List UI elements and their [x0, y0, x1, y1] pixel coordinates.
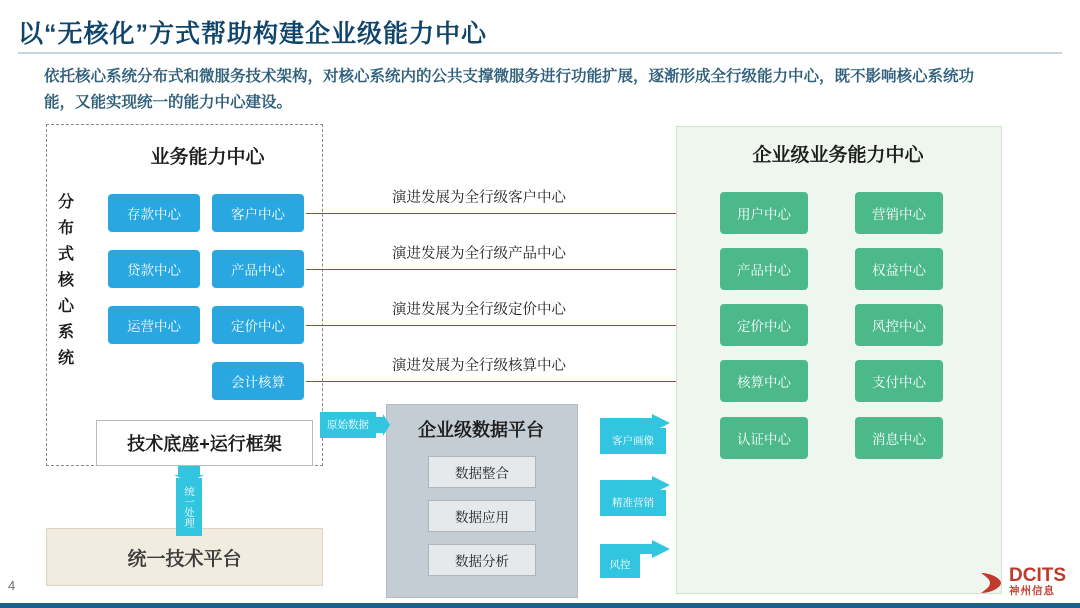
tag-customer-profile: 客户画像 [600, 428, 666, 454]
green-box-message[interactable]: 消息中心 [855, 417, 943, 459]
tag-risk-control: 风控 [600, 552, 640, 578]
page-number: 4 [8, 578, 16, 593]
arrow-unified-process-icon [174, 466, 204, 482]
evolve-label-product: 演进发展为全行级产品中心 [392, 246, 566, 262]
evolve-label-customer: 演进发展为全行级客户中心 [392, 190, 566, 206]
green-box-auth[interactable]: 认证中心 [720, 417, 808, 459]
page-subtitle: 依托核心系统分布式和微服务技术架构，对核心系统内的公共支撑微服务进行功能扩展，逐渐形成全行级能力中心，既不影响核心系统功能，又能实现统一的能力中心建设。 [44, 68, 975, 111]
green-box-pricing[interactable]: 定价中心 [720, 304, 808, 346]
green-box-marketing[interactable]: 营销中心 [855, 192, 943, 234]
evolve-line-product [306, 269, 712, 270]
blue-box-pricing[interactable]: 定价中心 [212, 306, 304, 344]
tag-unified-process: 统一处理 [176, 478, 202, 536]
arrow-risk-control-icon [600, 540, 670, 558]
title-divider [18, 52, 1062, 54]
tag-precision-marketing: 精准营销 [600, 490, 666, 516]
logo-text: DCITS [1009, 565, 1066, 586]
evolve-line-accounting [306, 381, 712, 382]
blue-box-customer[interactable]: 客户中心 [212, 194, 304, 232]
tech-base-box: 技术底座+运行框架 [96, 420, 313, 466]
blue-box-operation[interactable]: 运营中心 [108, 306, 200, 344]
data-platform-item-analysis[interactable]: 数据分析 [428, 544, 536, 576]
blue-box-deposit[interactable]: 存款中心 [108, 194, 200, 232]
bottom-accent-bar [0, 603, 1080, 608]
blue-box-product[interactable]: 产品中心 [212, 250, 304, 288]
green-box-user[interactable]: 用户中心 [720, 192, 808, 234]
arrow-precision-marketing-icon [600, 476, 670, 494]
evolve-label-pricing: 演进发展为全行级定价中心 [392, 302, 566, 318]
tag-raw-data: 原始数据 [320, 412, 376, 438]
arrow-customer-profile-icon [600, 414, 670, 432]
blue-box-loan[interactable]: 贷款中心 [108, 250, 200, 288]
distributed-core-container [46, 124, 323, 466]
green-box-payment[interactable]: 支付中心 [855, 360, 943, 402]
green-box-riskcontrol[interactable]: 风控中心 [855, 304, 943, 346]
distributed-core-label: 分布式核心系统 [57, 194, 74, 367]
green-box-accounting[interactable]: 核算中心 [720, 360, 808, 402]
data-platform-title: 企业级数据平台 [418, 420, 544, 440]
page-title: 以“无核化”方式帮助构建企业级能力中心 [18, 20, 488, 48]
evolve-line-customer [306, 213, 712, 214]
evolve-line-pricing [306, 325, 712, 326]
green-box-benefits[interactable]: 权益中心 [855, 248, 943, 290]
arrow-raw-data-icon [374, 414, 390, 436]
logo-subtext: 神州信息 [1009, 585, 1055, 597]
company-logo [978, 565, 1066, 598]
data-platform-item-application[interactable]: 数据应用 [428, 500, 536, 532]
unified-tech-platform-box: 统一技术平台 [46, 528, 323, 586]
evolve-label-accounting: 演进发展为全行级核算中心 [392, 358, 566, 374]
business-capability-center-title: 业务能力中心 [150, 147, 265, 168]
logo-mark-icon [978, 570, 1004, 596]
enterprise-capability-title: 企业级业务能力中心 [752, 145, 924, 166]
data-platform-item-integration[interactable]: 数据整合 [428, 456, 536, 488]
blue-box-accounting[interactable]: 会计核算 [212, 362, 304, 400]
green-box-product[interactable]: 产品中心 [720, 248, 808, 290]
